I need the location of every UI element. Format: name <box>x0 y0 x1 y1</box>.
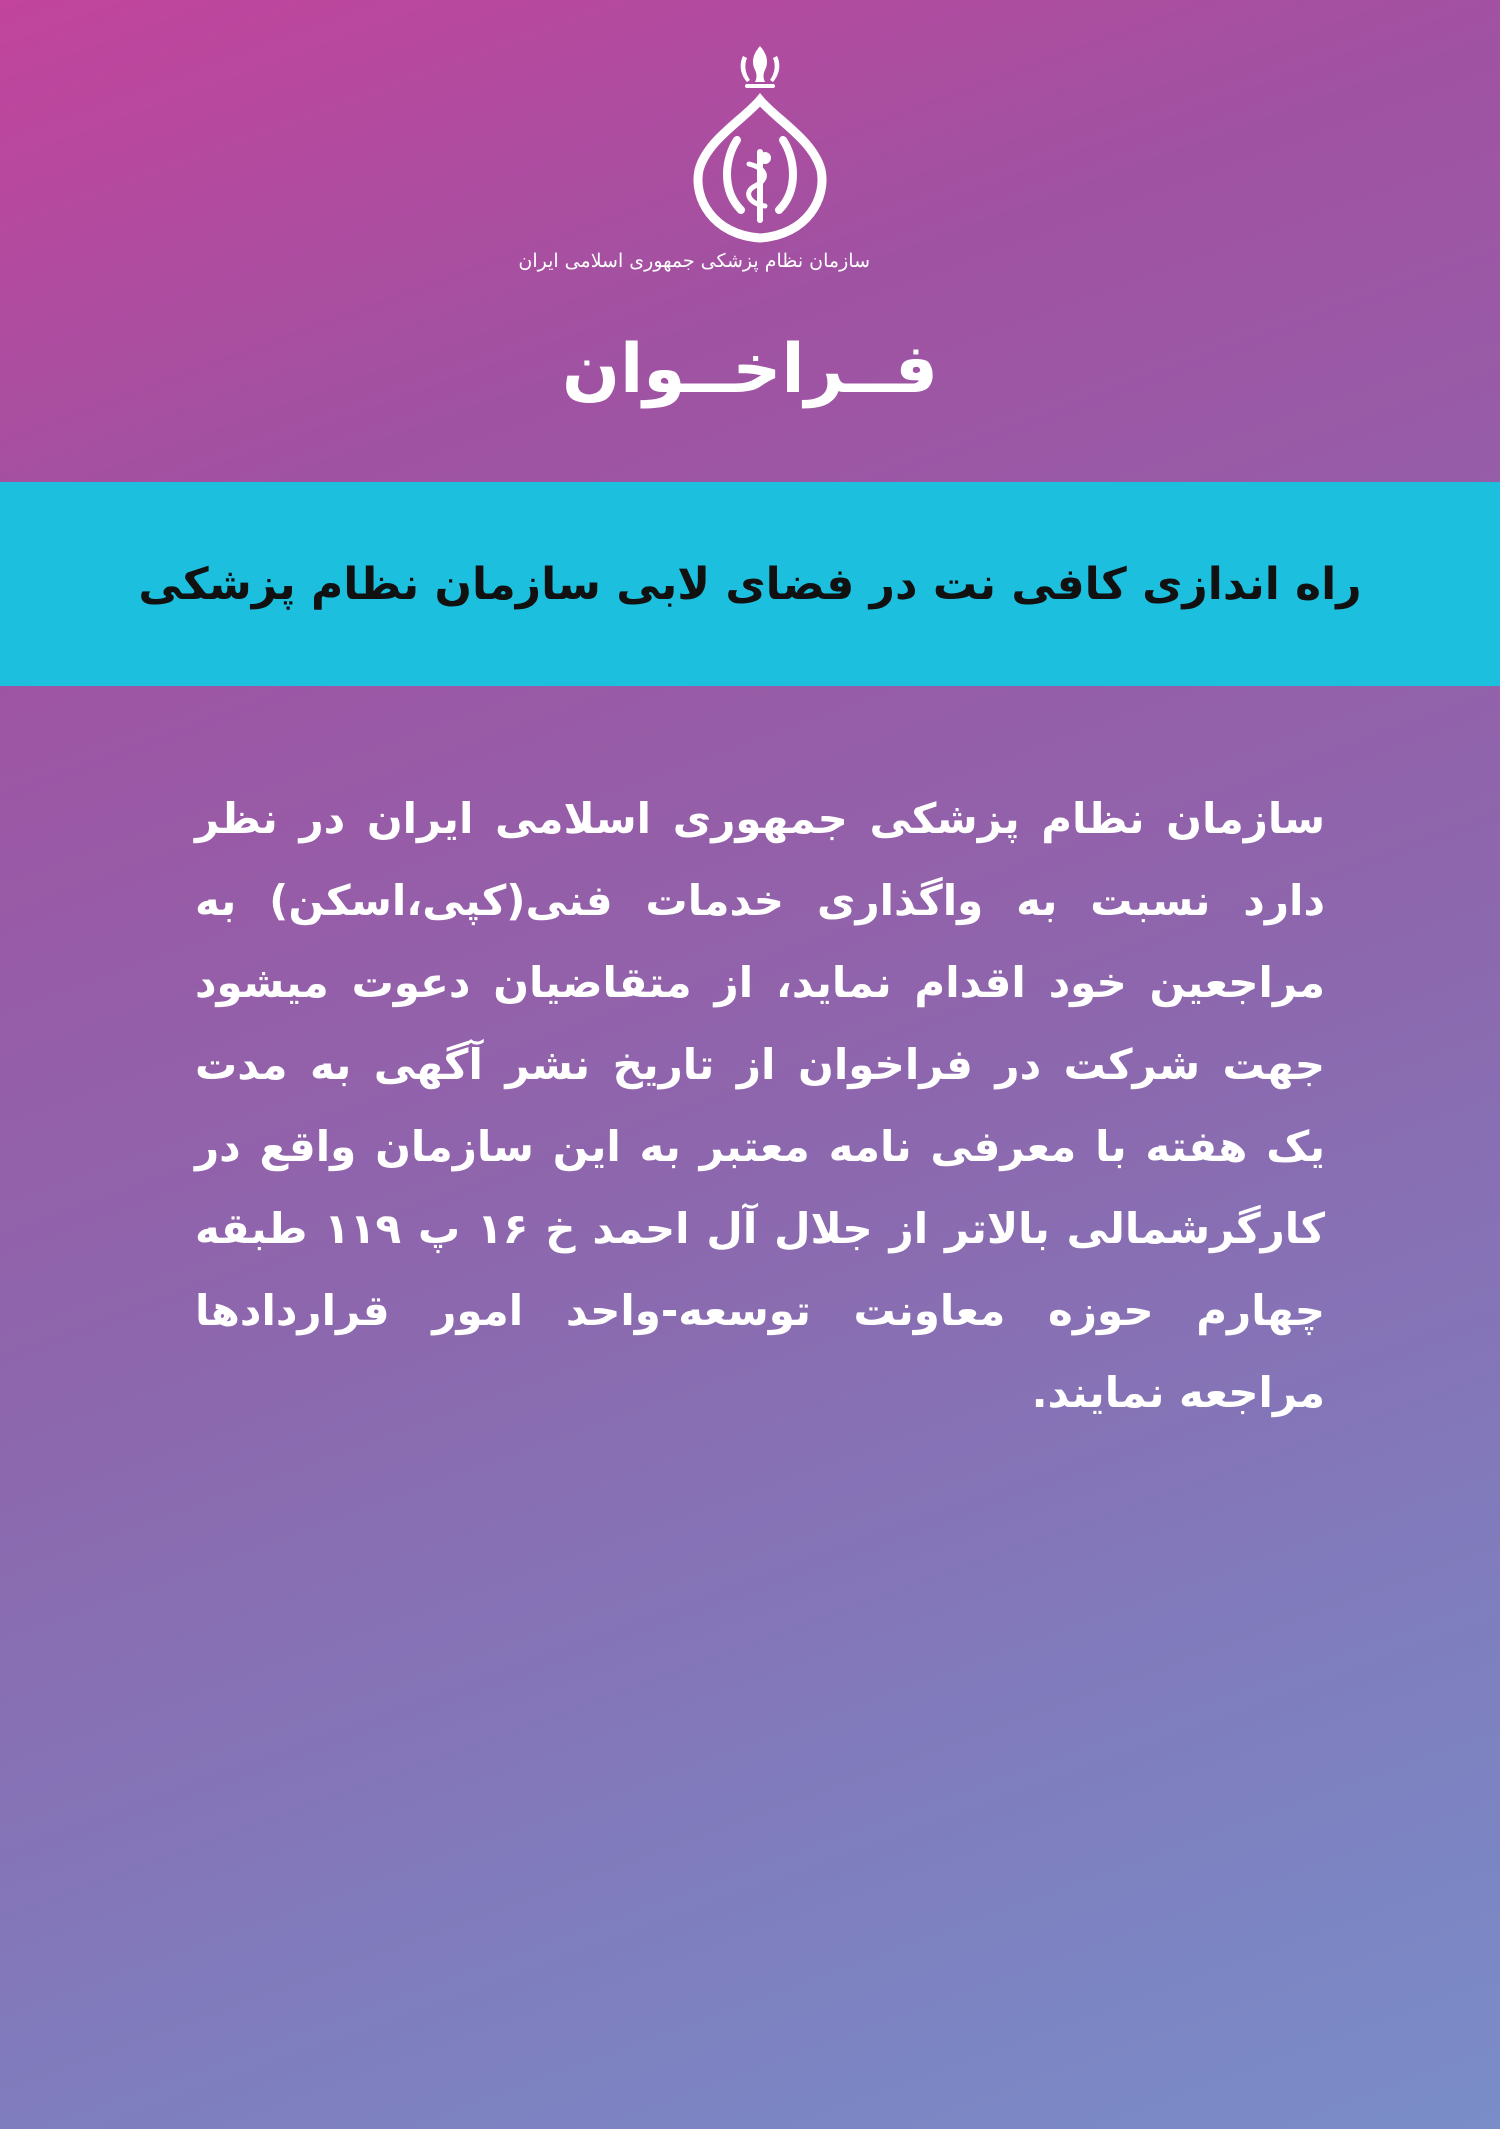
logo <box>518 40 870 290</box>
announcement-paragraph: سازمان نظام پزشکی جمهوری اسلامی ایران در نظر دارد نسبت به واگذاری خدمات فنی(کپی،اسکن) به مراجعین خود اقدام نماید، از متقاضیان دعوت میشود جهت شرکت در فراخوان از تاریخ نشر آگهی به مدت یک هفته با معرفی نامه معتبر به این سازمان واقع در کارگرشمالی بالاتر از جلال آل احمد خ ۱۶ پ ۱۱۹ طبقه چهارم حوزه معاونت توسعه-واحد امور قراردادها مراجعه نمایند. <box>195 794 1326 1417</box>
page-title: فــراخــوان <box>561 330 939 409</box>
medical-council-emblem-icon <box>685 40 835 250</box>
banner-title: راه اندازی کافی نت در فضای لابی سازمان نظام پزشکی <box>138 558 1362 610</box>
org-name: سازمان نظام پزشکی جمهوری اسلامی ایران <box>518 250 870 272</box>
subject-banner <box>0 482 1500 686</box>
